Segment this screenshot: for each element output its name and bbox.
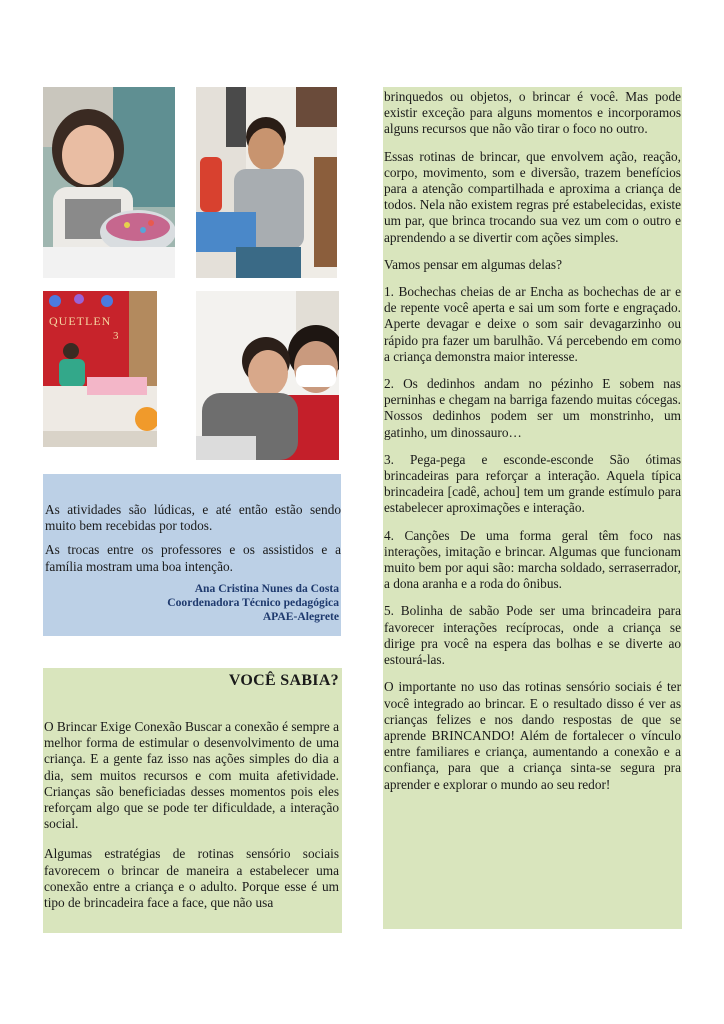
right-paragraph-4: 1. Bochechas cheias de ar Encha as bochechas de ar e de repente você aperta e sai um som forte e engraçado. Aperte devagar e deixe o som sair devagarzinho ou rápido pra fazer um barulhão. Vá percebendo em como a criança demonstra maior interesse.: [384, 284, 681, 364]
right-paragraph-1: brinquedos ou objetos, o brincar é você. Mas pode existir exceção para alguns momentos e incorporamos alguns recursos que não vão tirar o foco no outro.: [384, 89, 681, 137]
right-paragraph-3: Vamos pensar em algumas delas?: [384, 256, 562, 272]
photo-boy-at-table: [196, 87, 337, 278]
photo-girl-with-candy-bowl: [43, 87, 175, 278]
note-paragraph-1: As atividades são lúdicas, e até então estão sendo muito bem recebidas por todos.: [45, 502, 341, 534]
article-heading: VOCÊ SABIA?: [228, 672, 339, 689]
right-paragraph-9: O importante no uso das rotinas sensório sociais é ter você integrado ao brincar. E o resultado disso é ver as crianças felizes e nos dando respostas de que se aprende BRINCANDO! Além de fortalecer o vínculo entre familiares e criança, aumentando a conexão e a confiança, para que a criança sinta-se segura pra aprender e explorar o mundo ao seu redor!: [384, 679, 681, 792]
right-paragraph-2: Essas rotinas de brincar, que envolvem ação, reação, corpo, movimento, som e diversão, trazem benefícios para a atenção compartilhada e aproxima a criança de todos. Nela não existem regras pré estabelecidas, existe um par, que brinca trocando sua vez um com o outro e aprendendo a se divertir com ações simples.: [384, 148, 681, 245]
right-paragraph-5: 2. Os dedinhos andam no pézinho E sobem nas perninhas e chegam na barriga fazendo muitas cócegas. Nossos dedinhos podem ser um monstrinho, um gatinho, um dinossauro…: [384, 376, 681, 440]
right-paragraph-6: 3. Pega-pega e esconde-esconde São ótimas brincadeiras para reforçar a interação. Aquela típica brincadeira [cadê, achou] tem um grande estímulo para estabelecer aproximações e interação.: [384, 451, 681, 516]
signature-role: Coordenadora Técnico pedagógica: [167, 595, 339, 609]
right-paragraph-8: 5. Bolinha de sabão Pode ser uma brincadeira para favorecer interações recíprocas, onde a criança se dirige pra você na espera das bolhas e se diverte ao estourá-las.: [384, 603, 681, 668]
note-paragraph-2: As trocas entre os professores e os assistidos e a família mostram uma boa intenção.: [45, 542, 341, 574]
banner-number: 3: [113, 330, 119, 342]
right-column: [383, 87, 682, 929]
photo-boy-and-woman-with-mask: [196, 291, 339, 460]
right-paragraph-7: 4. Canções De uma forma geral têm foco nas interações, imitação e brincar. Algumas que funcionam muito bem por aqui são: marcha soldado, serraserrador, a dona aranha e a roda do ônibus.: [384, 527, 681, 592]
signature-name: Ana Cristina Nunes da Costa: [194, 581, 339, 595]
article-paragraph-1: O Brincar Exige Conexão Buscar a conexão é sempre a melhor forma de estimular o desenvolvimento de uma criança. E a gente faz isso nas ações simples do dia a dia, sem muitos recursos e com muita afetividade. Crianças são beneficiadas desses momentos pois eles reforçam algo que se pode ter dificuldade, a interação social.: [44, 719, 339, 832]
article-paragraph-2: Algumas estratégias de rotinas sensório sociais favorecem o brincar de maneira a estabelecer uma conexão entre a criança e o adulto. Porque esse é um tipo de brincadeira face a face, que não usa: [44, 846, 339, 911]
signature-org: APAE-Alegrete: [262, 609, 339, 623]
photo-birthday-cake: [43, 291, 157, 447]
note-box: [43, 474, 341, 636]
article-box: [43, 668, 342, 933]
banner-text: QUETLEN: [49, 314, 112, 328]
